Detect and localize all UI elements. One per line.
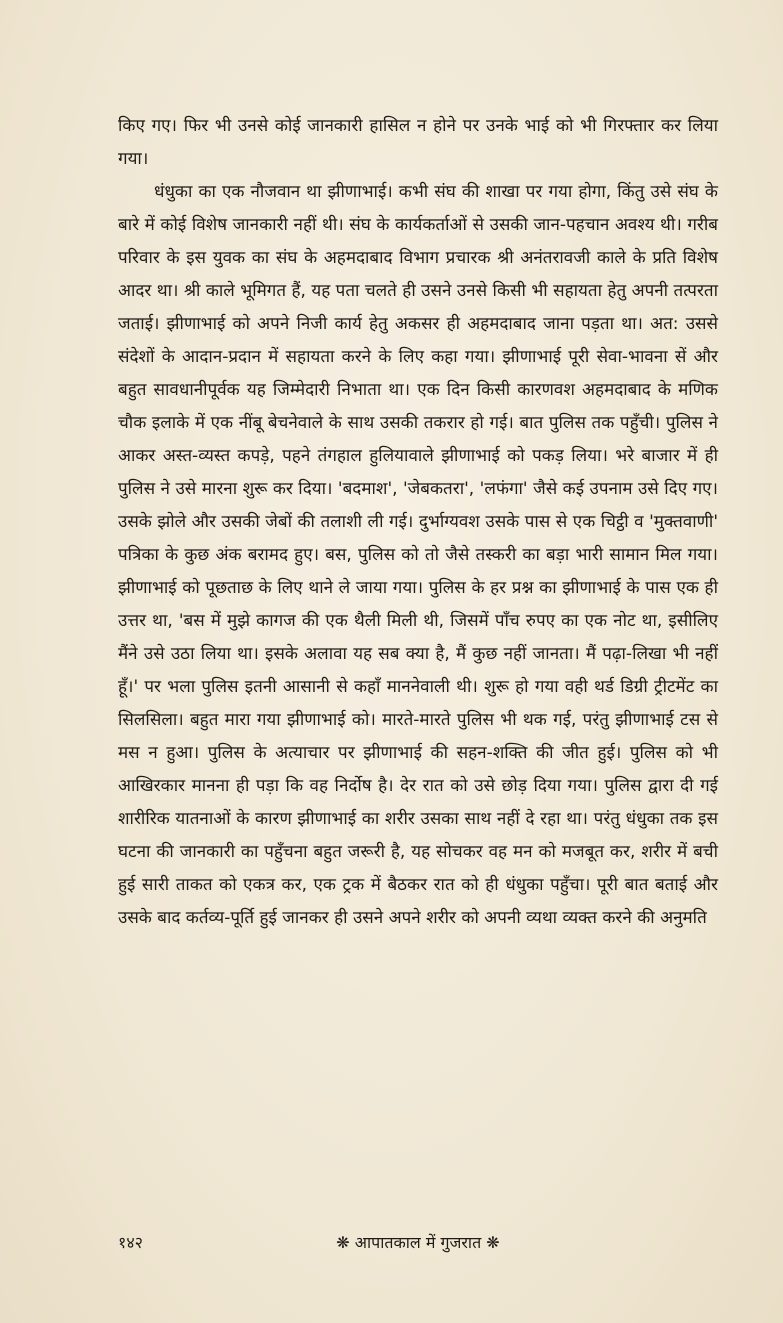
paragraph-jhinabhai-story: धंधुका का एक नौजवान था झीणाभाई। कभी संघ की शाखा पर गया होगा, किंतु उसे संघ के बारे में कोई विशेष जानकारी नहीं थी। संघ के कार्यकर्ताओं से उसकी जान-पहचान अवश्य थी। गरीब परिवार के इस युवक का संघ के अहमदाबाद विभाग प्रचारक श्री अनंतरावजी काले के प्रति विशेष आदर था। श्री काले भूमिगत हैं, यह पता चलते ही उसने उनसे किसी भी सहायता हेतु अपनी तत्परता जताई। झीणाभाई को अपने निजी कार्य हेतु अकसर ही अहमदाबाद जाना पड़ता था। अत: उससे संदेशों के आदान-प्रदान में सहायता करने के लिए कहा गया। झीणाभाई पूरी सेवा-भावना सें और बहुत सावधानीपूर्वक यह जिम्मेदारी निभाता था। एक दिन किसी कारणवश अहमदाबाद के मणिक चौक इलाके में एक नींबू बेचनेवाले के साथ उसकी तकरार हो गई। बात पुलिस तक पहुँची। पुलिस ने आकर अस्त-व्यस्त कपड़े, पहने तंगहाल हुलियावाले झीणाभाई को पकड़ लिया। भरे बाजार में ही पुलिस ने उसे मारना शुरू कर दिया। 'बदमाश', 'जेबकतरा', 'लफंगा' जैसे कई उपनाम उसे दिए गए। उसके झोले और उसकी जेबों की तलाशी ली गई। दुर्भाग्यवश उसके पास से एक चिट्ठी व 'मुक्तवाणी' पत्रिका के कुछ अंक बरामद हुए। बस, पुलिस को तो जैसे तस्करी का बड़ा भारी सामान मिल गया। झीणाभाई को पूछताछ के लिए थाने ले जाया गया। पुलिस के हर प्रश्न का झीणाभाई के पास एक ही उत्तर था, 'बस में मुझे कागज की एक थैली मिली थी, जिसमें पाँच रुपए का एक नोट था, इसीलिए मैंने उसे उठा लिया था। इसके अलावा यह सब क्या है, मैं कुछ नहीं जानता। मैं पढ़ा-लिखा भी नहीं हूँ।' पर भला पुलिस इतनी आसानी से कहाँ माननेवाली थी। शुरू हो गया वही थर्ड डिग्री ट्रीटमेंट का सिलसिला। बहुत मारा गया झीणाभाई को। मारते-मारते पुलिस भी थक गई, परंतु झीणाभाई टस से मस न हुआ। पुलिस के अत्याचार पर झीणाभाई की सहन-शक्ति की जीत हुई। पुलिस को भी आखिरकार मानना ही पड़ा कि वह निर्दोष है। देर रात को उसे छोड़ दिया गया। पुलिस द्वारा दी गई शारीरिक यातनाओं के कारण झीणाभाई का शरीर उसका साथ नहीं दे रहा था। परंतु धंधुका तक इस घटना की जानकारी का पहुँचना बहुत जरूरी है, यह सोचकर वह मन को मजबूत कर, शरीर में बची हुई सारी ताकत को एकत्र कर, एक ट्रक में बैठकर रात को ही धंधुका पहुँचा। पूरी बात बताई और उसके बाद कर्तव्य-पूर्ति हुई जानकर ही उसने अपने शरीर को अपनी व्यथा व्यक्त करने की अनुमति [118,182,718,928]
page-footer [118,1228,718,1258]
page-number: १४२ [118,1233,143,1252]
body-text [118,110,718,935]
running-title: ❋ आपातकाल में गुजरात ❋ [336,1233,500,1252]
paragraph-continuation: किए गए। फिर भी उनसे कोई जानकारी हासिल न होने पर उनके भाई को भी गिरफ्तार कर लिया गया। [118,116,718,169]
